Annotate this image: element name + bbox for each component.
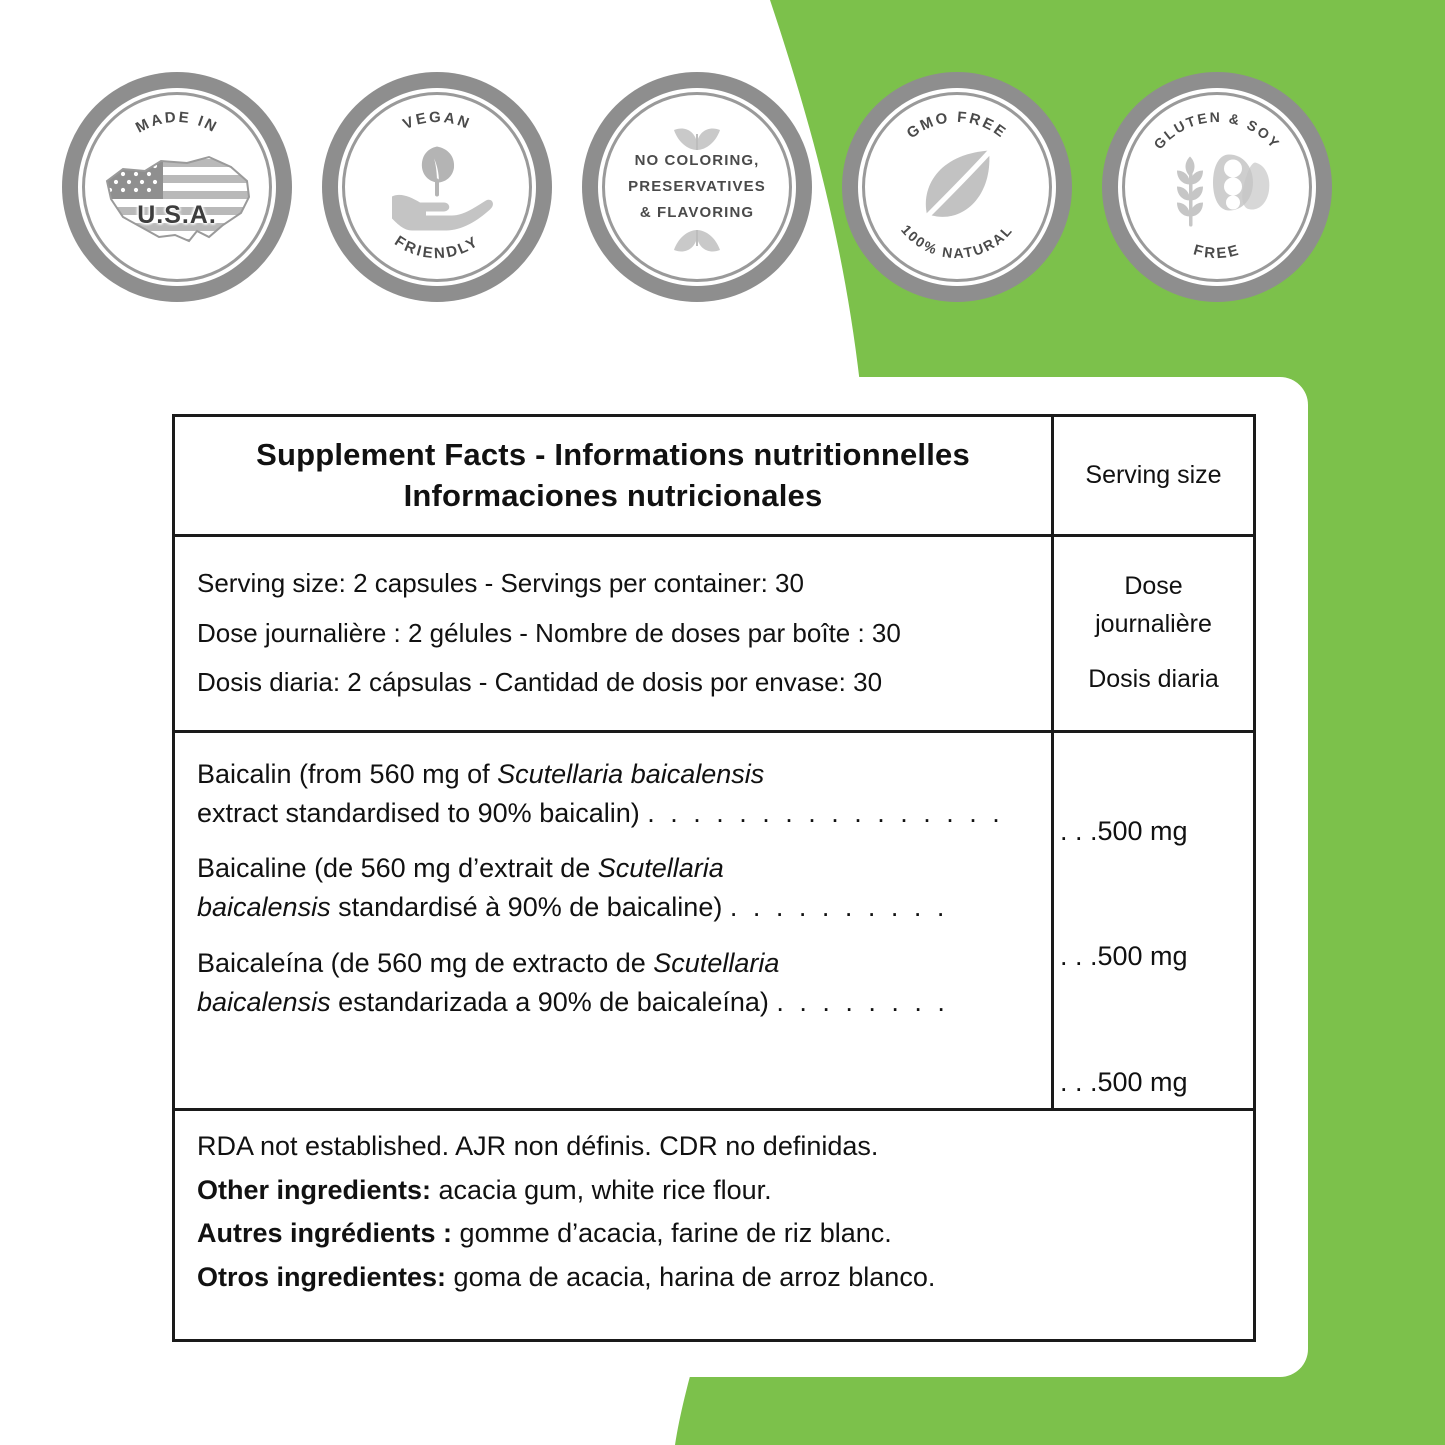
ingredient-es-line1-italic: Scutellaria <box>653 947 780 978</box>
serving-size-label-en: Serving size <box>1085 460 1222 489</box>
no-coloring-line-1: NO COLORING, <box>634 151 760 169</box>
other-ingredients-es-label: Otros ingredientes: <box>197 1262 447 1293</box>
ingredient-es-dots: . . . . . . . . <box>776 986 949 1017</box>
ingredient-amounts-cell <box>1051 733 1253 1108</box>
serving-size-label-fr-1: Dose <box>1124 572 1183 601</box>
hand-with-plant-icon <box>378 135 496 240</box>
serving-info-es: Dosis diaria: 2 cápsulas - Cantidad de dosis por envase: 30 <box>197 667 883 698</box>
svg-text:MADE IN: MADE IN <box>133 108 222 137</box>
svg-text:VEGAN: VEGAN <box>400 108 474 134</box>
ingredient-en-line1-italic: Scutellaria baicalensis <box>497 759 765 789</box>
supplement-facts-table <box>172 414 1256 1342</box>
serving-info-fr: Dose journalière : 2 gélules - Nombre de doses par boîte : 30 <box>197 617 901 648</box>
ingredient-en-line2: extract standardised to 90% baicalin) <box>197 798 648 829</box>
ingredient-fr-line1-italic: Scutellaria <box>597 853 724 884</box>
ingredient-fr-line2-post: standardisé à 90% de baicaline) <box>330 892 730 923</box>
table-row-other-ingredients <box>175 1111 1253 1339</box>
svg-text:GLUTEN & SOY: GLUTEN & SOY <box>1150 108 1284 153</box>
other-ingredients-fr-label: Autres ingrédients : <box>197 1218 453 1249</box>
other-ingredients-en <box>197 1169 1233 1213</box>
badge-gluten-and-soy-free <box>1102 72 1332 302</box>
serving-size-header-cell <box>1051 417 1253 534</box>
badge-made-in-usa <box>62 72 292 302</box>
other-ingredients-en-value: acacia gum, white rice flour. <box>431 1174 772 1205</box>
facts-title-line-1: Supplement Facts - Informations nutritionnelles <box>256 436 970 472</box>
svg-text:FREE: FREE <box>1191 241 1243 263</box>
usa-flag-map-icon <box>101 151 253 247</box>
wheat-and-soy-icon <box>1157 137 1277 238</box>
ingredient-fr <box>197 849 1033 927</box>
badge-usa-center-label: U.S.A. <box>137 200 217 229</box>
serving-size-label-fr-2: journalière <box>1095 609 1212 638</box>
no-coloring-line-3: & FLAVORING <box>639 204 755 222</box>
serving-size-label-es: Dosis diaria <box>1088 665 1219 694</box>
other-ingredients-fr-value: gomme d’acacia, farine de riz blanc. <box>452 1218 892 1249</box>
ingredient-amount-fr: . . .500 mg <box>1060 940 1188 971</box>
rda-note: RDA not established. AJR non définis. CDR no definidas. <box>197 1131 879 1161</box>
table-row-ingredients <box>175 733 1253 1111</box>
ingredient-fr-dots: . . . . . . . . . . <box>729 892 949 923</box>
ingredient-en-line1-pre: Baicalin (from 560 mg of <box>197 759 498 789</box>
leaves-bottom-icon <box>652 226 742 266</box>
no-coloring-line-2: PRESERVATIVES <box>628 177 766 195</box>
supplement-facts-card <box>118 377 1308 1377</box>
svg-text:100% NATURAL: 100% NATURAL <box>898 221 1016 262</box>
svg-text:GMO FREE: GMO FREE <box>903 108 1011 143</box>
badge-vegan-friendly <box>322 72 552 302</box>
badge-gmo-free <box>842 72 1072 302</box>
ingredient-es-line2-post: estandarizada a 90% de baicaleína) <box>330 986 777 1017</box>
ingredient-amount-es: . . .500 mg <box>1060 1066 1188 1097</box>
serving-size-header-cell-2 <box>1051 537 1253 730</box>
ingredient-en-dots: . . . . . . . . . . . . . . . . <box>647 798 1004 829</box>
ingredient-amount-en: . . .500 mg <box>1060 816 1188 847</box>
badge-no-coloring-preservatives-flavoring <box>582 72 812 302</box>
other-ingredients-cell <box>175 1111 1253 1339</box>
ingredient-es <box>197 944 1033 1022</box>
other-ingredients-en-label: Other ingredients: <box>197 1174 432 1205</box>
certification-badges <box>62 72 1392 312</box>
ingredient-es-line2-italic: baicalensis <box>197 986 331 1017</box>
svg-text:FRIENDLY: FRIENDLY <box>391 232 483 263</box>
table-row-serving <box>175 537 1253 733</box>
facts-title-cell <box>175 417 1051 534</box>
serving-info-cell <box>175 537 1051 730</box>
ingredient-fr-line2-italic: baicalensis <box>197 892 331 923</box>
other-ingredients-fr <box>197 1212 1233 1256</box>
ingredient-fr-line1-pre: Baicaline (de 560 mg d’extrait de <box>197 853 598 884</box>
ingredient-en <box>197 755 1033 833</box>
other-ingredients-es-value: goma de acacia, harina de arroz blanco. <box>446 1262 936 1293</box>
other-ingredients-es <box>197 1256 1233 1300</box>
leaf-icon <box>911 139 1003 236</box>
ingredient-es-line1-pre: Baicaleína (de 560 mg de extracto de <box>197 947 654 978</box>
table-row-title <box>175 417 1253 537</box>
ingredients-cell <box>175 733 1051 1108</box>
facts-title-line-2: Informaciones nutricionales <box>403 477 823 513</box>
serving-info-en: Serving size: 2 capsules - Servings per container: 30 <box>197 567 804 598</box>
